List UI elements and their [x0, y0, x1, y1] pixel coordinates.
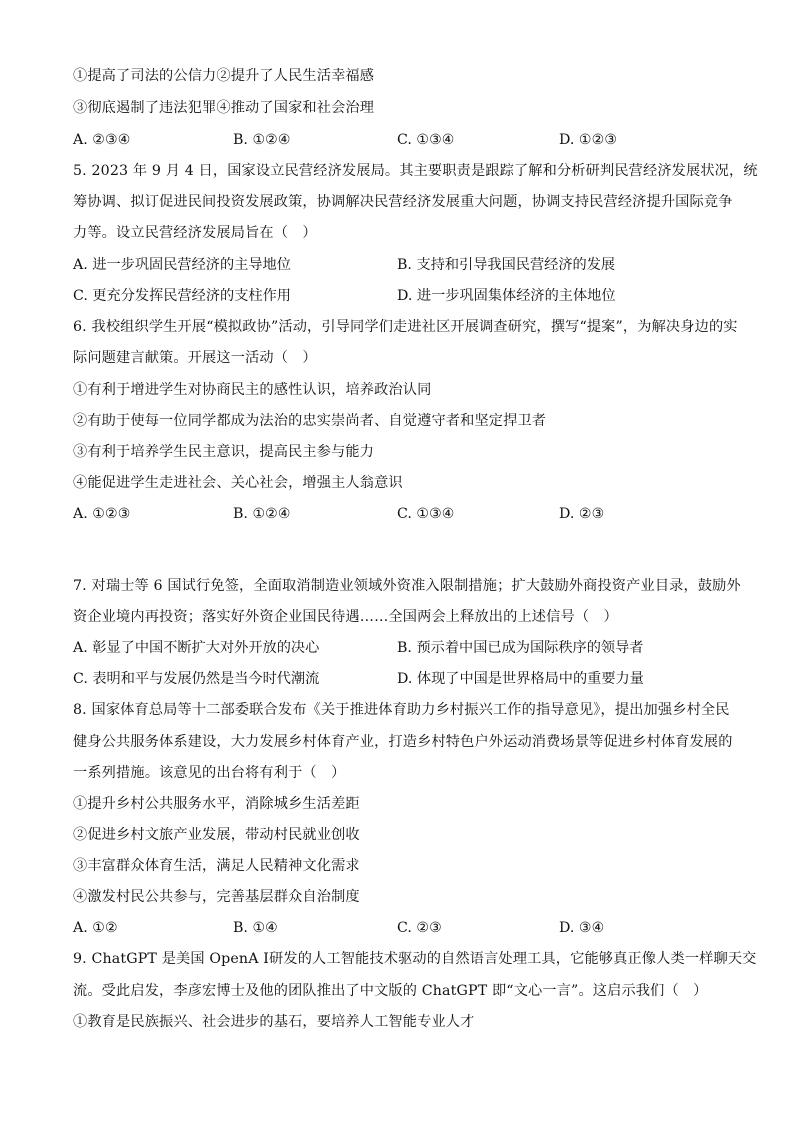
q8-stem-line-1: 8. 国家体育总局等十二部委联合发布《关于推进体育助力乡村振兴工作的指导意见》，提出加强乡村全民: [73, 702, 730, 718]
q8-option-c: C. ②③: [397, 920, 442, 936]
q6-option-c: C. ①③④: [397, 506, 455, 522]
q5-stem-line-2: 筹协调、拟订促进民间投资发展政策，协调解决民营经济发展重大问题，协调支持民营经济提升国际竞争: [73, 194, 733, 210]
q6-option-b: B. ①②④: [233, 506, 291, 522]
q8-statement-3: ③丰富群众体育生活，满足人民精神文化需求: [73, 858, 360, 874]
q8-option-d: D. ③④: [559, 920, 605, 936]
q4-option-b: B. ①②④: [233, 132, 291, 148]
q6-stem-line-2: 际问题建言献策。开展这一活动（ ）: [73, 350, 317, 366]
q8-stem-line-2: 健身公共服务体系建设，大力发展乡村体育产业，打造乡村特色户外运动消费场景等促进乡村体育发展的: [73, 734, 733, 750]
q9-stem-line-1: 9. ChatGPT 是美国 OpenA Ⅰ研发的人工智能技术驱动的自然语言处理工具，它能够真正像人类一样聊天交: [73, 951, 757, 967]
q5-option-b: B. 支持和引导我国民营经济的发展: [397, 257, 616, 273]
q5-option-d: D. 进一步巩固集体经济的主体地位: [397, 288, 616, 304]
q7-option-c: C. 表明和平与发展仍然是当今时代潮流: [73, 671, 320, 687]
q6-statement-3: ③有利于培养学生民主意识，提高民主参与能力: [73, 444, 375, 460]
q4-option-c: C. ①③④: [397, 132, 455, 148]
q6-statement-1: ①有利于增进学生对协商民主的感性认识，培养政治认同: [73, 382, 432, 398]
q4-statement-1-2: ①提高了司法的公信力②提升了人民生活幸福感: [73, 68, 375, 84]
q8-option-b: B. ①④: [233, 920, 278, 936]
q8-stem-line-3: 一系列措施。该意见的出台将有利于（ ）: [73, 765, 346, 781]
q7-stem-line-1: 7. 对瑞士等 6 国试行免签，全面取消制造业领域外资准入限制措施；扩大鼓励外商投资产业目录，鼓励外: [73, 578, 741, 594]
q7-option-a: A. 彰显了中国不断扩大对外开放的决心: [73, 640, 320, 656]
q8-statement-4: ④激发村民公共参与，完善基层群众自治制度: [73, 889, 360, 905]
q6-statement-2: ②有助于使每一位同学都成为法治的忠实崇尚者、自觉遵守者和坚定捍卫者: [73, 413, 547, 429]
q7-stem-line-2: 资企业境内再投资；落实好外资企业国民待遇……全国两会上释放出的上述信号（ ）: [73, 609, 618, 625]
q6-statement-4: ④能促进学生走进社会、关心社会，增强主人翁意识: [73, 475, 403, 491]
q5-option-c: C. 更充分发挥民营经济的支柱作用: [73, 288, 291, 304]
q8-option-a: A. ①②: [73, 920, 118, 936]
q5-option-a: A. 进一步巩固民营经济的主导地位: [73, 257, 291, 273]
q7-option-b: B. 预示着中国已成为国际秩序的领导者: [397, 640, 644, 656]
q6-option-a: A. ①②③: [73, 506, 131, 522]
q6-stem-line-1: 6. 我校组织学生开展“模拟政协”活动，引导同学们走进社区开展调查研究，撰写“提案”，为解决身边的实: [73, 319, 738, 335]
q7-option-d: D. 体现了中国是世界格局中的重要力量: [397, 671, 644, 687]
q4-statement-3-4: ③彻底遏制了违法犯罪④推动了国家和社会治理: [73, 100, 375, 116]
q4-option-d: D. ①②③: [559, 132, 618, 148]
q9-statement-1: ①教育是民族振兴、社会进步的基石，要培养人工智能专业人才: [73, 1014, 475, 1030]
q5-stem-line-1: 5. 2023 年 9 月 4 日，国家设立民营经济发展局。其主要职责是跟踪了解和分析研判民营经济发展状况，统: [73, 163, 758, 179]
q9-stem-line-2: 流。受此启发，李彦宏博士及他的团队推出了中文版的 ChatGPT 即“文心一言”。这启示我们（ ）: [73, 983, 708, 999]
q6-option-d: D. ②③: [559, 506, 605, 522]
q8-statement-1: ①提升乡村公共服务水平，消除城乡生活差距: [73, 796, 360, 812]
q5-stem-line-3: 力等。设立民营经济发展局旨在（ ）: [73, 225, 317, 241]
q4-option-a: A. ②③④: [73, 132, 131, 148]
q8-statement-2: ②促进乡村文旅产业发展，带动村民就业创收: [73, 827, 360, 843]
